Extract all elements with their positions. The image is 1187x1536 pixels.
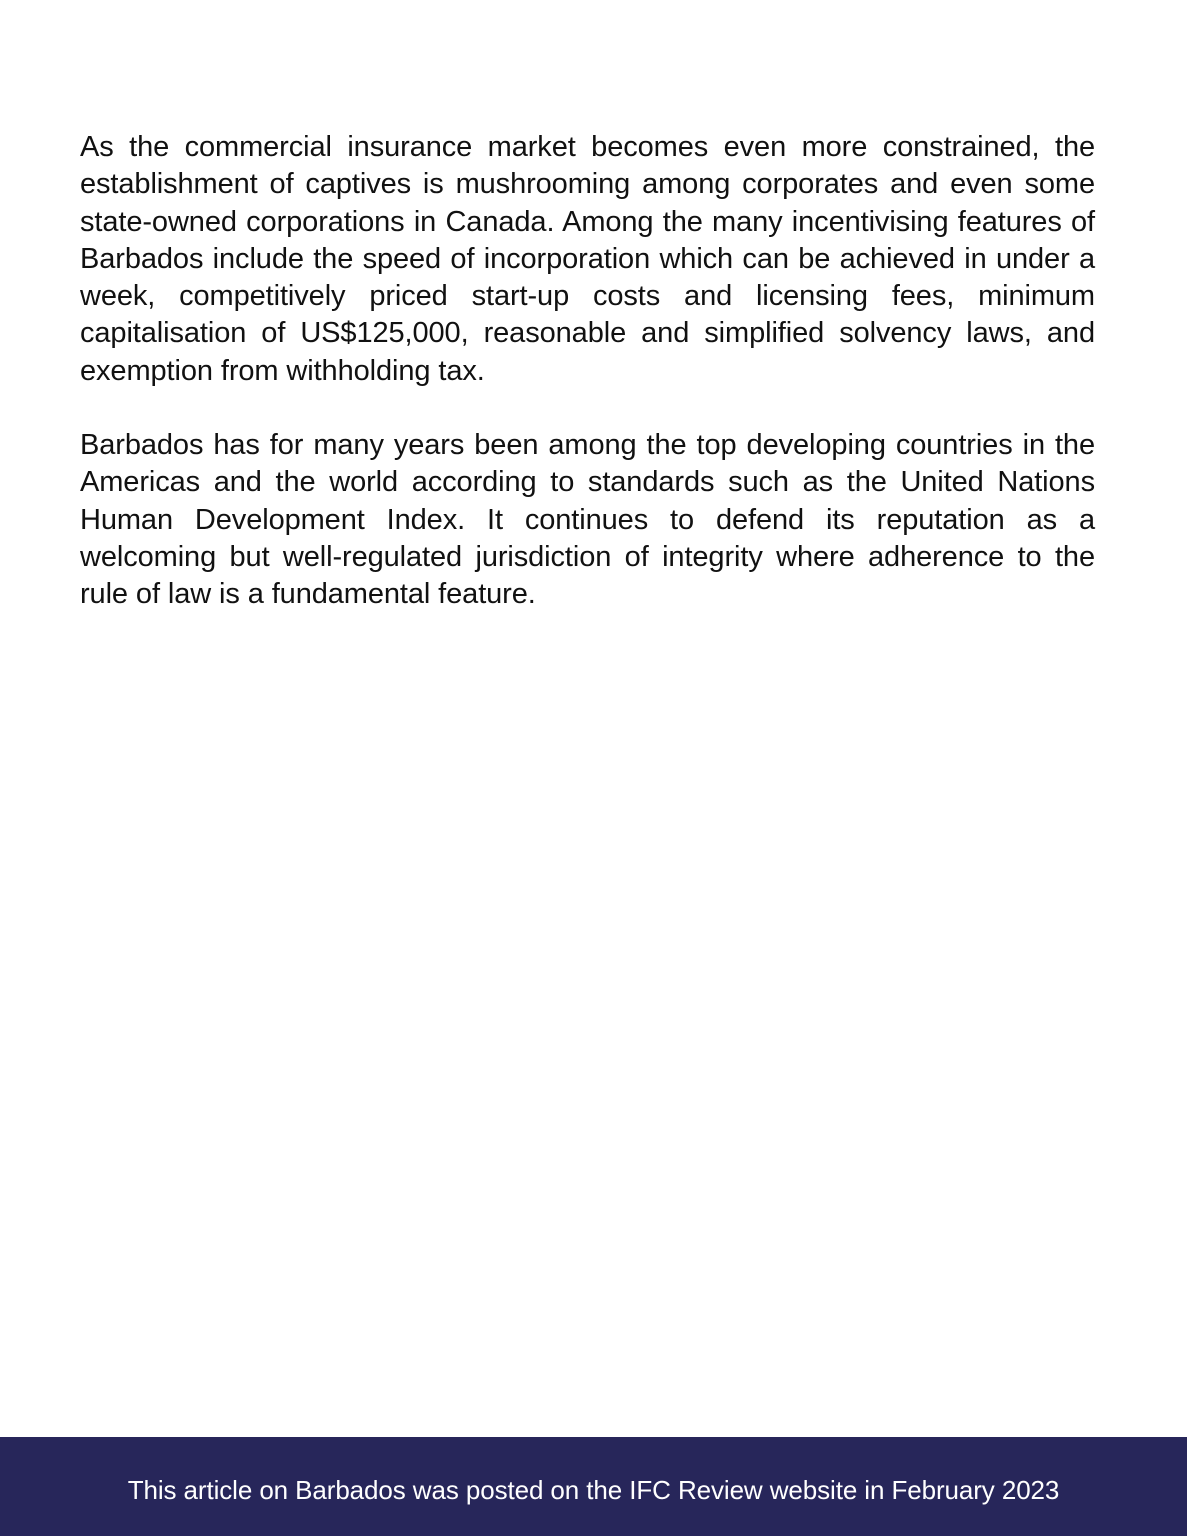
- footer-banner: [0, 1437, 1187, 1536]
- article-paragraph-1: As the commercial insurance market becomes even more constrained, the establishment of captives is mushrooming among corporates and even some state-owned corporations in Canada. Among the many incentivising features of Barbados include the speed of incorporation which can be achieved in under a week, competitively priced start-up costs and licensing fees, minimum capitalisation of US$125,000, reasonable and simplified solvency laws, and exemption from withholding tax.: [80, 131, 1095, 387]
- article-body: [80, 129, 1095, 614]
- article-paragraph-2: Barbados has for many years been among the top developing countries in the Americas and the world according to standards such as the United Nations Human Development Index. It continues to defend its reputation as a welcoming but well-regulated jurisdiction of integrity where adherence to the rule of law is a fundamental feature.: [80, 429, 1095, 611]
- footer-attribution-text: This article on Barbados was posted on the IFC Review website in February 2023: [127, 1474, 1060, 1505]
